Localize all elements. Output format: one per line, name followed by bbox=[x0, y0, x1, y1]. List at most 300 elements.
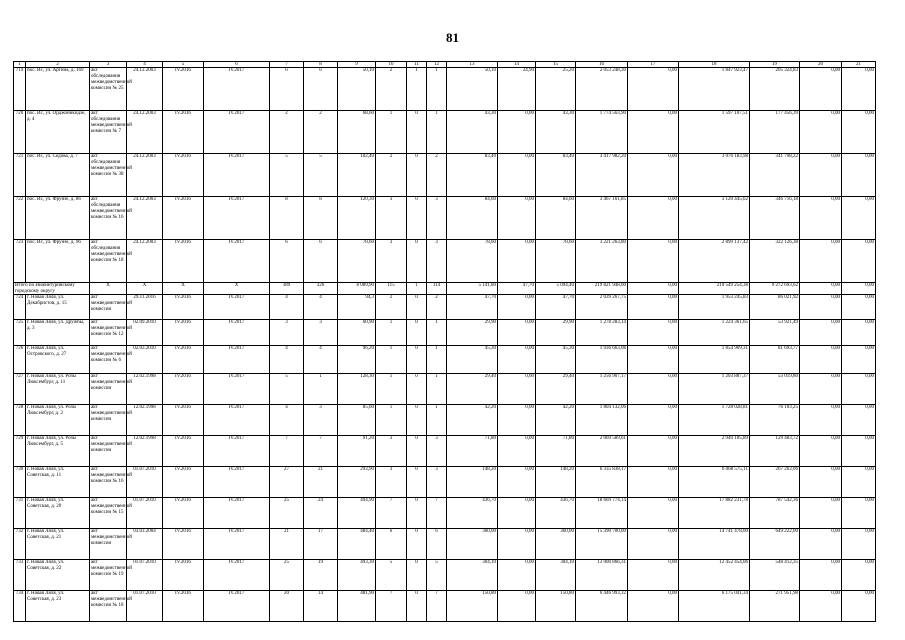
document-cell: акт обследования межведомственной комиссии № 7 bbox=[90, 111, 127, 154]
value-cell: 0,00 bbox=[842, 467, 876, 498]
value-cell: 0,00 bbox=[628, 467, 679, 498]
table-row bbox=[14, 498, 876, 529]
value-cell: 1 804 132,06 bbox=[576, 405, 628, 436]
address-cell: г. Новая Ляля, ул. Советская, д. 22 bbox=[26, 560, 90, 591]
value-cell: 5 bbox=[427, 560, 447, 591]
value-cell: 2 053 248,30 bbox=[576, 68, 628, 111]
table-row bbox=[14, 374, 876, 405]
value-cell: 42,20 bbox=[536, 405, 576, 436]
value-cell: 0,00 bbox=[800, 498, 842, 529]
planned-start-cell: IV.2016 bbox=[163, 320, 204, 346]
value-cell: 0,00 bbox=[800, 68, 842, 111]
value-cell: 3 120 445,62 bbox=[679, 197, 750, 240]
table-row bbox=[14, 591, 876, 622]
table-row bbox=[14, 154, 876, 197]
table-row bbox=[14, 346, 876, 374]
value-cell: 0,00 bbox=[498, 405, 536, 436]
value-cell: 0,00 bbox=[842, 529, 876, 560]
value-cell: 85,60 bbox=[338, 405, 376, 436]
value-cell: 0,00 bbox=[498, 240, 536, 283]
value-cell: 1 bbox=[427, 405, 447, 436]
value-cell: 148,20 bbox=[447, 467, 498, 498]
document-cell: акт межведомственной комиссии bbox=[90, 529, 127, 560]
document-date-cell: 01.07.2010 bbox=[127, 591, 163, 622]
column-number: 4 bbox=[127, 62, 163, 68]
value-cell: 0,00 bbox=[842, 346, 876, 374]
value-cell: 1 203 887,37 bbox=[679, 374, 750, 405]
value-cell: 267 263,06 bbox=[750, 467, 800, 498]
value-cell: 4 bbox=[304, 295, 338, 320]
value-cell: 0 bbox=[407, 240, 427, 283]
row-number: 722 bbox=[14, 197, 26, 240]
value-cell: 0,00 bbox=[842, 498, 876, 529]
value-cell: 129 483,72 bbox=[750, 436, 800, 467]
column-number: 5 bbox=[163, 62, 204, 68]
value-cell: 0,00 bbox=[628, 436, 679, 467]
value-cell: 1 256 907,17 bbox=[576, 374, 628, 405]
value-cell: 1 bbox=[376, 374, 407, 405]
planned-end-cell: IV.2017 bbox=[204, 436, 270, 467]
document-cell: акт межведомственной комиссии № 19 bbox=[90, 560, 127, 591]
value-cell: 0,00 bbox=[498, 436, 536, 467]
value-cell: 0,00 bbox=[842, 405, 876, 436]
planned-start-cell: IV.2016 bbox=[163, 591, 204, 622]
planned-end-cell: IV.2017 bbox=[204, 591, 270, 622]
column-number: 1 bbox=[14, 62, 26, 68]
column-number: 2 bbox=[26, 62, 90, 68]
document-date-cell: 24.12.2003 bbox=[127, 240, 163, 283]
value-cell: 6 175 041,34 bbox=[679, 591, 750, 622]
planned-end-cell: IV.2017 bbox=[204, 529, 270, 560]
planned-end-cell: IV.2017 bbox=[204, 111, 270, 154]
value-cell: 2 bbox=[304, 111, 338, 154]
document-cell: акт межведомственной комиссии bbox=[90, 295, 127, 320]
value-cell: 0,00 bbox=[800, 374, 842, 405]
address-cell: пос. Ис, ул. Фрунзе, д. 96 bbox=[26, 240, 90, 283]
value-cell: 1 bbox=[304, 374, 338, 405]
value-cell: 2 bbox=[427, 295, 447, 320]
document-cell: акт межведомственной комиссии № 18 bbox=[90, 591, 127, 622]
document-date-cell: 02.09.2010 bbox=[127, 320, 163, 346]
planned-end-cell: IV.2017 bbox=[204, 405, 270, 436]
document-cell: акт межведомственной комиссии № 12 bbox=[90, 320, 127, 346]
value-cell: 0,00 bbox=[800, 197, 842, 240]
planned-start-cell: IV.2016 bbox=[163, 197, 204, 240]
value-cell: 7 bbox=[304, 436, 338, 467]
document-date-cell: 24.12.2003 bbox=[127, 68, 163, 111]
value-cell: 787 542,36 bbox=[750, 498, 800, 529]
row-number: 734 bbox=[14, 591, 26, 622]
row-number: 723 bbox=[14, 240, 26, 283]
value-cell: 114 bbox=[427, 283, 447, 295]
value-cell: 0,00 bbox=[498, 591, 536, 622]
value-cell: 12 452 454,06 bbox=[679, 560, 750, 591]
address-cell: пос. Ис, ул. Орджоникидзе, д. 4 bbox=[26, 111, 90, 154]
planned-start-cell: IV.2016 bbox=[163, 529, 204, 560]
row-number: 724 bbox=[14, 295, 26, 320]
row-number: 727 bbox=[14, 374, 26, 405]
value-cell: 7 bbox=[270, 436, 304, 467]
value-cell: 20 bbox=[270, 591, 304, 622]
value-cell: 3 bbox=[427, 240, 447, 283]
value-cell: 3 bbox=[304, 405, 338, 436]
value-cell: X bbox=[90, 283, 127, 295]
value-cell: 494,90 bbox=[338, 498, 376, 529]
document-date-cell: 29.11.2016 bbox=[127, 295, 163, 320]
document-date-cell: 24.12.2003 bbox=[127, 111, 163, 154]
value-cell: 148,20 bbox=[536, 467, 576, 498]
planned-start-cell: IV.2016 bbox=[163, 436, 204, 467]
value-cell: 8 bbox=[304, 197, 338, 240]
page-number: 81 bbox=[446, 30, 459, 45]
value-cell: 0,00 bbox=[800, 467, 842, 498]
value-cell: 1 bbox=[376, 405, 407, 436]
value-cell: 1 597 107,51 bbox=[679, 111, 750, 154]
value-cell: 2 bbox=[427, 154, 447, 197]
value-cell: 0,00 bbox=[800, 240, 842, 283]
value-cell: 6 bbox=[270, 240, 304, 283]
value-cell: 9 272 693,62 bbox=[750, 283, 800, 295]
value-cell: 1 bbox=[427, 68, 447, 111]
column-number: 7 bbox=[270, 62, 304, 68]
planned-start-cell: IV.2016 bbox=[163, 68, 204, 111]
value-cell: 0 bbox=[407, 295, 427, 320]
value-cell: 1 bbox=[427, 346, 447, 374]
value-cell: X bbox=[127, 283, 163, 295]
address-cell: г. Новая Ляля, ул. Советская, д. 21 bbox=[26, 529, 90, 560]
document-date-cell: 03.03.2004 bbox=[127, 529, 163, 560]
address-cell: пос. Ис, ул. Фрунзе, д. 86 bbox=[26, 197, 90, 240]
row-number: 729 bbox=[14, 436, 26, 467]
value-cell: 271 951,98 bbox=[750, 591, 800, 622]
value-cell: 0 bbox=[407, 111, 427, 154]
value-cell: 150,80 bbox=[447, 591, 498, 622]
planned-end-cell: IV.2017 bbox=[204, 154, 270, 197]
value-cell: 1 bbox=[407, 68, 427, 111]
planned-end-cell: IV.2017 bbox=[204, 197, 270, 240]
row-number: 733 bbox=[14, 560, 26, 591]
value-cell: 0,00 bbox=[842, 320, 876, 346]
value-cell: 210 549 254,38 bbox=[679, 283, 750, 295]
value-cell: 177 456,39 bbox=[750, 111, 800, 154]
column-number: 6 bbox=[204, 62, 270, 68]
value-cell: 0,00 bbox=[628, 283, 679, 295]
document-cell: акт межведомственной комиссии bbox=[90, 436, 127, 467]
value-cell: 0,00 bbox=[628, 240, 679, 283]
value-cell: 0,00 bbox=[842, 68, 876, 111]
row-number: 730 bbox=[14, 467, 26, 498]
value-cell: 0,00 bbox=[498, 320, 536, 346]
value-cell: 4 bbox=[270, 405, 304, 436]
value-cell: 5 bbox=[304, 154, 338, 197]
value-cell: 3 bbox=[376, 240, 407, 283]
document-cell: акт межведомственной комиссии № 6 bbox=[90, 346, 127, 374]
value-cell: 0,00 bbox=[842, 111, 876, 154]
value-cell: 0,00 bbox=[628, 111, 679, 154]
value-cell: 322 126,38 bbox=[750, 240, 800, 283]
address-cell: пос. Ис, ул. Артина, д. 169 bbox=[26, 68, 90, 111]
value-cell: 50,10 bbox=[447, 68, 498, 111]
value-cell: 341 798,22 bbox=[750, 154, 800, 197]
value-cell: 71,80 bbox=[536, 436, 576, 467]
value-cell: 0,00 bbox=[842, 283, 876, 295]
value-cell: 0,00 bbox=[628, 374, 679, 405]
value-cell: 6 446 993,32 bbox=[576, 591, 628, 622]
address-cell: г. Новая Ляля, ул. Советская, д. 11 bbox=[26, 467, 90, 498]
value-cell: 0,00 bbox=[628, 560, 679, 591]
value-cell: 1 bbox=[427, 374, 447, 405]
value-cell: 18 669 774,14 bbox=[576, 498, 628, 529]
row-number: 719 bbox=[14, 68, 26, 111]
row-number: 726 bbox=[14, 346, 26, 374]
column-number: 9 bbox=[338, 62, 376, 68]
value-cell: 2 bbox=[376, 295, 407, 320]
value-cell: 6 bbox=[270, 68, 304, 111]
document-cell: акт обследования межведомственной комиссии № 18 bbox=[90, 240, 127, 283]
value-cell: 0,00 bbox=[628, 529, 679, 560]
table-row bbox=[14, 560, 876, 591]
value-cell: 120,30 bbox=[338, 197, 376, 240]
value-cell: 53 921,49 bbox=[750, 320, 800, 346]
value-cell: 304,10 bbox=[536, 560, 576, 591]
value-cell: 0,00 bbox=[628, 591, 679, 622]
value-cell: 0,00 bbox=[498, 560, 536, 591]
value-cell: 83,40 bbox=[536, 154, 576, 197]
value-cell: 0,00 bbox=[800, 560, 842, 591]
value-cell: 47,70 bbox=[536, 295, 576, 320]
planned-end-cell: IV.2017 bbox=[204, 467, 270, 498]
column-number: 10 bbox=[376, 62, 407, 68]
column-number: 19 bbox=[750, 62, 800, 68]
value-cell: 493,30 bbox=[338, 560, 376, 591]
planned-start-cell: IV.2016 bbox=[163, 467, 204, 498]
value-cell: 5 141,80 bbox=[447, 283, 498, 295]
value-cell: 0,00 bbox=[800, 154, 842, 197]
column-number: 21 bbox=[842, 62, 876, 68]
document-date-cell: 12.02.1998 bbox=[127, 374, 163, 405]
value-cell: 43,30 bbox=[536, 111, 576, 154]
total-label: Итого по Нижнетуринскому городскому округу bbox=[14, 283, 90, 295]
value-cell: 1 bbox=[427, 320, 447, 346]
value-cell: 0,00 bbox=[800, 529, 842, 560]
value-cell: 7 bbox=[427, 591, 447, 622]
value-cell: 0,00 bbox=[842, 197, 876, 240]
value-cell: 7 bbox=[376, 498, 407, 529]
value-cell: 42,20 bbox=[447, 405, 498, 436]
value-cell: 27 bbox=[270, 467, 304, 498]
value-cell: 91,20 bbox=[338, 436, 376, 467]
value-cell: 481,90 bbox=[338, 591, 376, 622]
value-cell: 3 bbox=[376, 467, 407, 498]
value-cell: 0,00 bbox=[498, 346, 536, 374]
value-cell: 0,00 bbox=[800, 436, 842, 467]
document-cell: акт межведомственной комиссии bbox=[90, 405, 127, 436]
value-cell: 389 bbox=[270, 283, 304, 295]
value-cell: 3 bbox=[376, 197, 407, 240]
planned-start-cell: IV.2016 bbox=[163, 405, 204, 436]
value-cell: 1 bbox=[427, 111, 447, 154]
value-cell: 6 bbox=[304, 240, 338, 283]
column-number: 16 bbox=[576, 62, 628, 68]
document-date-cell: 24.12.2003 bbox=[127, 197, 163, 240]
planned-start-cell: IV.2016 bbox=[163, 498, 204, 529]
value-cell: 0,00 bbox=[628, 405, 679, 436]
value-cell: 43,30 bbox=[447, 111, 498, 154]
value-cell: 128,30 bbox=[338, 374, 376, 405]
planned-start-cell: IV.2016 bbox=[163, 240, 204, 283]
row-number: 732 bbox=[14, 529, 26, 560]
value-cell: 84,60 bbox=[536, 197, 576, 240]
value-cell: 0,00 bbox=[498, 374, 536, 405]
address-cell: пос. Ис, ул. Седова, д. 7 bbox=[26, 154, 90, 197]
address-cell: г. Новая Ляля, ул. Розы Люксембург, д. 11 bbox=[26, 374, 90, 405]
table-row bbox=[14, 320, 876, 346]
value-cell: 484,40 bbox=[338, 529, 376, 560]
planned-start-cell: IV.2016 bbox=[163, 374, 204, 405]
planned-end-cell: IV.2017 bbox=[204, 240, 270, 283]
value-cell: 436,70 bbox=[447, 498, 498, 529]
value-cell: 1 774 563,90 bbox=[576, 111, 628, 154]
value-cell: 5 bbox=[376, 560, 407, 591]
value-cell: 24,90 bbox=[498, 68, 536, 111]
value-cell: 0 bbox=[407, 498, 427, 529]
row-number: 725 bbox=[14, 320, 26, 346]
value-cell: 14 bbox=[304, 591, 338, 622]
value-cell: 436,70 bbox=[536, 498, 576, 529]
value-cell: 0 bbox=[407, 405, 427, 436]
value-cell: 78,60 bbox=[447, 240, 498, 283]
value-cell: 14 741 478,00 bbox=[679, 529, 750, 560]
value-cell: 4 bbox=[270, 295, 304, 320]
value-cell: 0,00 bbox=[842, 154, 876, 197]
value-cell: X bbox=[163, 283, 204, 295]
value-cell: 47,70 bbox=[498, 283, 536, 295]
value-cell: 2 069 589,61 bbox=[576, 436, 628, 467]
value-cell: 0,00 bbox=[842, 374, 876, 405]
value-cell: 71,80 bbox=[447, 436, 498, 467]
value-cell: 25 bbox=[270, 498, 304, 529]
value-cell: 1 bbox=[407, 283, 427, 295]
row-number: 731 bbox=[14, 498, 26, 529]
value-cell: 0,00 bbox=[498, 529, 536, 560]
value-cell: 78,60 bbox=[338, 240, 376, 283]
value-cell: 76 103,25 bbox=[750, 405, 800, 436]
planned-start-cell: IV.2016 bbox=[163, 111, 204, 154]
document-cell: акт обследования межведомственной комиссии № 25 bbox=[90, 68, 127, 111]
value-cell: 0,00 bbox=[498, 295, 536, 320]
planned-start-cell: IV.2016 bbox=[163, 560, 204, 591]
table-row bbox=[14, 436, 876, 467]
value-cell: 0 bbox=[407, 436, 427, 467]
address-cell: г. Новая Ляля, ул. Розы Люксембург, д. 5 bbox=[26, 436, 90, 467]
value-cell: 5 bbox=[270, 374, 304, 405]
value-cell: 4 bbox=[270, 346, 304, 374]
value-cell: 21 bbox=[304, 467, 338, 498]
address-cell: г. Новая Ляля, ул. Дружбы, д. 3 bbox=[26, 320, 90, 346]
column-number: 13 bbox=[447, 62, 498, 68]
planned-end-cell: IV.2017 bbox=[204, 374, 270, 405]
value-cell: 0 bbox=[407, 154, 427, 197]
document-cell: акт межведомственной комиссии bbox=[90, 374, 127, 405]
value-cell: 0,00 bbox=[842, 436, 876, 467]
column-number: 20 bbox=[800, 62, 842, 68]
value-cell: 1 224 361,65 bbox=[679, 320, 750, 346]
value-cell: 0 bbox=[407, 320, 427, 346]
value-cell: 304,10 bbox=[447, 560, 498, 591]
value-cell: 29,40 bbox=[536, 374, 576, 405]
value-cell: 86 021,92 bbox=[750, 295, 800, 320]
value-cell: 0,00 bbox=[800, 320, 842, 346]
value-cell: 0,00 bbox=[800, 295, 842, 320]
value-cell: 6 068 575,11 bbox=[679, 467, 750, 498]
value-cell: 2 940 105,89 bbox=[679, 436, 750, 467]
value-cell: 0,00 bbox=[628, 498, 679, 529]
value-cell: 326 bbox=[304, 283, 338, 295]
column-number: 14 bbox=[498, 62, 536, 68]
value-cell: 8 bbox=[270, 197, 304, 240]
column-number: 12 bbox=[427, 62, 447, 68]
value-cell: 0,00 bbox=[628, 68, 679, 111]
value-cell: 84,60 bbox=[447, 197, 498, 240]
document-date-cell: 02.03.2010 bbox=[127, 346, 163, 374]
value-cell: X bbox=[204, 283, 270, 295]
value-cell: 0,00 bbox=[498, 197, 536, 240]
planned-end-cell: IV.2017 bbox=[204, 346, 270, 374]
planned-end-cell: IV.2017 bbox=[204, 320, 270, 346]
document-date-cell: 01.07.2010 bbox=[127, 467, 163, 498]
table-row bbox=[14, 240, 876, 283]
value-cell: 293,90 bbox=[338, 467, 376, 498]
value-cell: 1 728 028,81 bbox=[679, 405, 750, 436]
value-cell: 17 bbox=[304, 529, 338, 560]
value-cell: 45,30 bbox=[536, 346, 576, 374]
value-cell: 6 bbox=[376, 529, 407, 560]
value-cell: 15 390 700,00 bbox=[576, 529, 628, 560]
value-cell: 205 324,83 bbox=[750, 68, 800, 111]
value-cell: 3 bbox=[270, 320, 304, 346]
value-cell: 2 bbox=[376, 68, 407, 111]
value-cell: 0,00 bbox=[842, 560, 876, 591]
value-cell: 0,00 bbox=[842, 591, 876, 622]
value-cell: 13 000 866,31 bbox=[576, 560, 628, 591]
value-cell: 0,00 bbox=[498, 154, 536, 197]
value-cell: 29,40 bbox=[447, 374, 498, 405]
value-cell: 3 bbox=[427, 467, 447, 498]
value-cell: 6 bbox=[427, 529, 447, 560]
document-cell: акт обследования межведомственной комиссии № 38 bbox=[90, 154, 127, 197]
value-cell: 0 bbox=[407, 197, 427, 240]
document-cell: акт межведомственной комиссии № 16 bbox=[90, 467, 127, 498]
table-row bbox=[14, 68, 876, 111]
value-cell: 60,90 bbox=[338, 320, 376, 346]
value-cell: 3 467 161,85 bbox=[576, 197, 628, 240]
planned-end-cell: IV.2017 bbox=[204, 560, 270, 591]
value-cell: 25,20 bbox=[536, 68, 576, 111]
row-number: 728 bbox=[14, 405, 26, 436]
value-cell: 0,00 bbox=[628, 197, 679, 240]
value-cell: 78,60 bbox=[536, 240, 576, 283]
total-row bbox=[14, 283, 876, 295]
value-cell: 6 335 838,17 bbox=[576, 467, 628, 498]
row-number: 720 bbox=[14, 111, 26, 154]
column-number: 15 bbox=[536, 62, 576, 68]
table-row bbox=[14, 197, 876, 240]
value-cell: 548 412,35 bbox=[750, 560, 800, 591]
value-cell: 0,00 bbox=[842, 240, 876, 283]
value-cell: 17 882 231,78 bbox=[679, 498, 750, 529]
value-cell: 0,00 bbox=[628, 154, 679, 197]
value-cell: 47,70 bbox=[447, 295, 498, 320]
